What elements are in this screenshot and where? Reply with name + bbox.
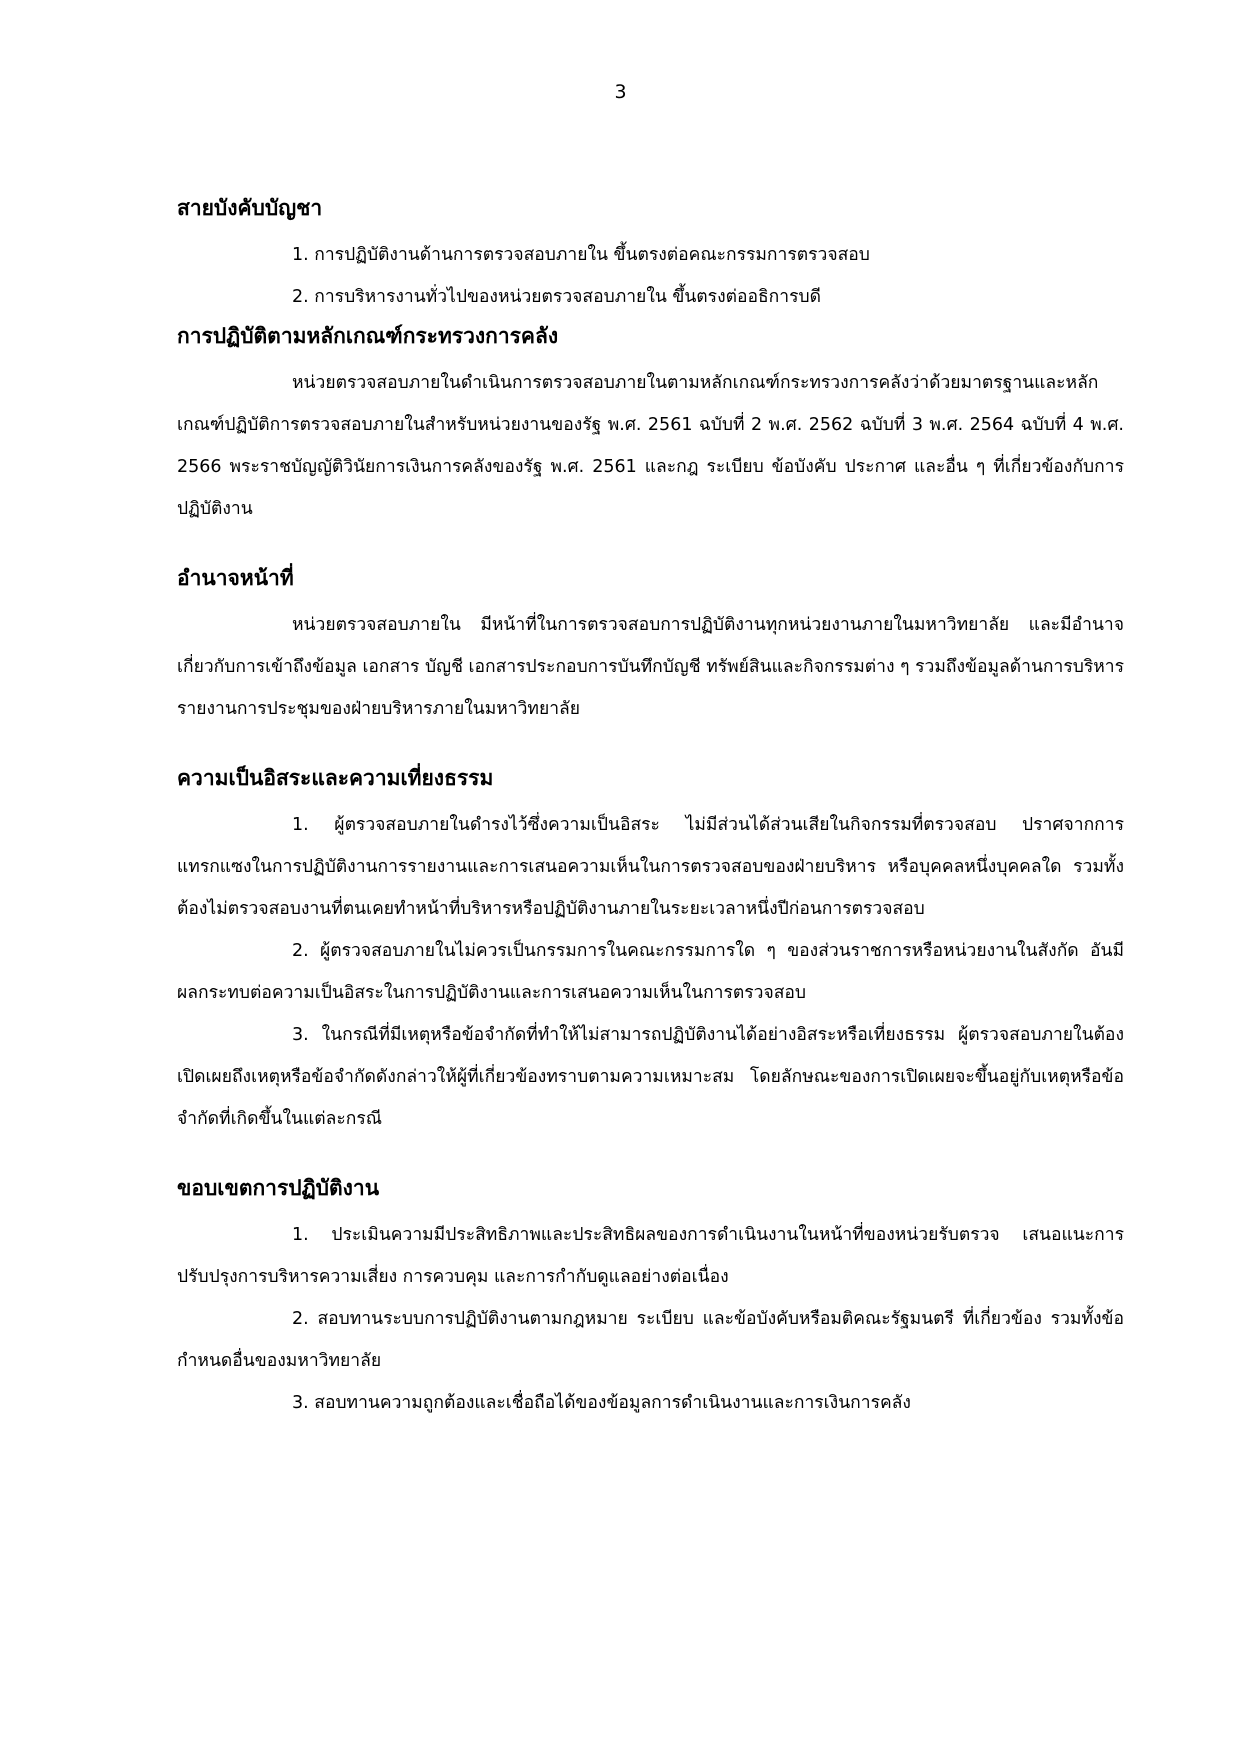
list-item: 1. การปฏิบัติงานด้านการตรวจสอบภายใน ขึ้นตรงต่อคณะกรรมการตรวจสอบ — [292, 245, 870, 265]
paragraph: 2. สอบทานระบบการปฏิบัติงานตามกฎหมาย ระเบียบ และข้อบังคับหรือมติคณะรัฐมนตรี ที่เกี่ยวข้อง รวมทั้งข้อกำหนดอื่นของมหาวิทยาลัย — [177, 1309, 1124, 1371]
document-body — [177, 190, 1124, 1424]
paragraph: 3. สอบทานความถูกต้องและเชื่อถือได้ของข้อมูลการดำเนินงานและการเงินการคลัง — [292, 1393, 911, 1413]
page-number: 3 — [614, 81, 627, 103]
paragraph: 2. ผู้ตรวจสอบภายในไม่ควรเป็นกรรมการในคณะกรรมการใด ๆ ของส่วนราชการหรือหน่วยงานในสังกัด อันมีผลกระทบต่อความเป็นอิสระในการปฏิบัติงานและการเสนอความเห็นในการตรวจสอบ — [177, 941, 1124, 1003]
list-item: 2. การบริหารงานทั่วไปของหน่วยตรวจสอบภายใน ขึ้นตรงต่ออธิการบดี — [292, 287, 821, 307]
paragraph: 3. ในกรณีที่มีเหตุหรือข้อจำกัดที่ทำให้ไม่สามารถปฏิบัติงานได้อย่างอิสระหรือเที่ยงธรรม ผู้ตรวจสอบภายในต้องเปิดเผยถึงเหตุหรือข้อจำกัดดังกล่าวให้ผู้ที่เกี่ยวข้องทราบตามความเหมาะสม โดยลักษณะของการเปิดเผยจะขึ้นอยู่กับเหตุหรือข้อจำกัดที่เกิดขึ้นในแต่ละกรณี — [177, 1025, 1124, 1129]
section-heading: ขอบเขตการปฏิบัติงาน — [177, 1176, 380, 1200]
section-heading: อำนาจหน้าที่ — [177, 566, 294, 590]
section-chain-of-command — [177, 190, 1124, 318]
section-heading: การปฏิบัติตามหลักเกณฑ์กระทรวงการคลัง — [177, 324, 559, 348]
paragraph: หน่วยตรวจสอบภายใน มีหน้าที่ในการตรวจสอบการปฏิบัติงานทุกหน่วยงานภายในมหาวิทยาลัย และมีอำนาจเกี่ยวกับการเข้าถึงข้อมูล เอกสาร บัญชี เอกสารประกอบการบันทึกบัญชี ทรัพย์สินและกิจกรรมต่าง ๆ รวมถึงข้อมูลด้านการบริหาร รายงานการประชุมของฝ่ายบริหารภายในมหาวิทยาลัย — [177, 615, 1124, 719]
section-heading: สายบังคับบัญชา — [177, 196, 323, 220]
section-scope-of-work — [177, 1170, 1124, 1424]
paragraph: 1. ประเมินความมีประสิทธิภาพและประสิทธิผลของการดำเนินงานในหน้าที่ของหน่วยรับตรวจ เสนอแนะการปรับปรุงการบริหารความเสี่ยง การควบคุม และการกำกับดูแลอย่างต่อเนื่อง — [177, 1225, 1124, 1287]
paragraph: 1. ผู้ตรวจสอบภายในดำรงไว้ซึ่งความเป็นอิสระ ไม่มีส่วนได้ส่วนเสียในกิจกรรมที่ตรวจสอบ ปราศจากการแทรกแซงในการปฏิบัติงานการรายงานและการเสนอความเห็นในการตรวจสอบของฝ่ายบริหาร หรือบุคคลหนึ่งบุคคลใด รวมทั้งต้องไม่ตรวจสอบงานที่ตนเคยทำหน้าที่บริหารหรือปฏิบัติงานภายในระยะเวลาหนึ่งปีก่อนการตรวจสอบ — [177, 815, 1124, 919]
section-authority-duties — [177, 560, 1124, 730]
section-heading: ความเป็นอิสระและความเที่ยงธรรม — [177, 766, 494, 790]
section-ministry-compliance — [177, 318, 1124, 530]
paragraph: หน่วยตรวจสอบภายในดำเนินการตรวจสอบภายในตามหลักเกณฑ์กระทรวงการคลังว่าด้วยมาตรฐานและหลักเกณฑ์ปฏิบัติการตรวจสอบภายในสำหรับหน่วยงานของรัฐ พ.ศ. 2561 ฉบับที่ 2 พ.ศ. 2562 ฉบับที่ 3 พ.ศ. 2564 ฉบับที่ 4 พ.ศ. 2566 พระราชบัญญัติวินัยการเงินการคลังของรัฐ พ.ศ. 2561 และกฎ ระเบียบ ข้อบังคับ ประกาศ และอื่น ๆ ที่เกี่ยวข้องกับการปฏิบัติงาน — [177, 373, 1124, 519]
section-independence-objectivity — [177, 760, 1124, 1140]
